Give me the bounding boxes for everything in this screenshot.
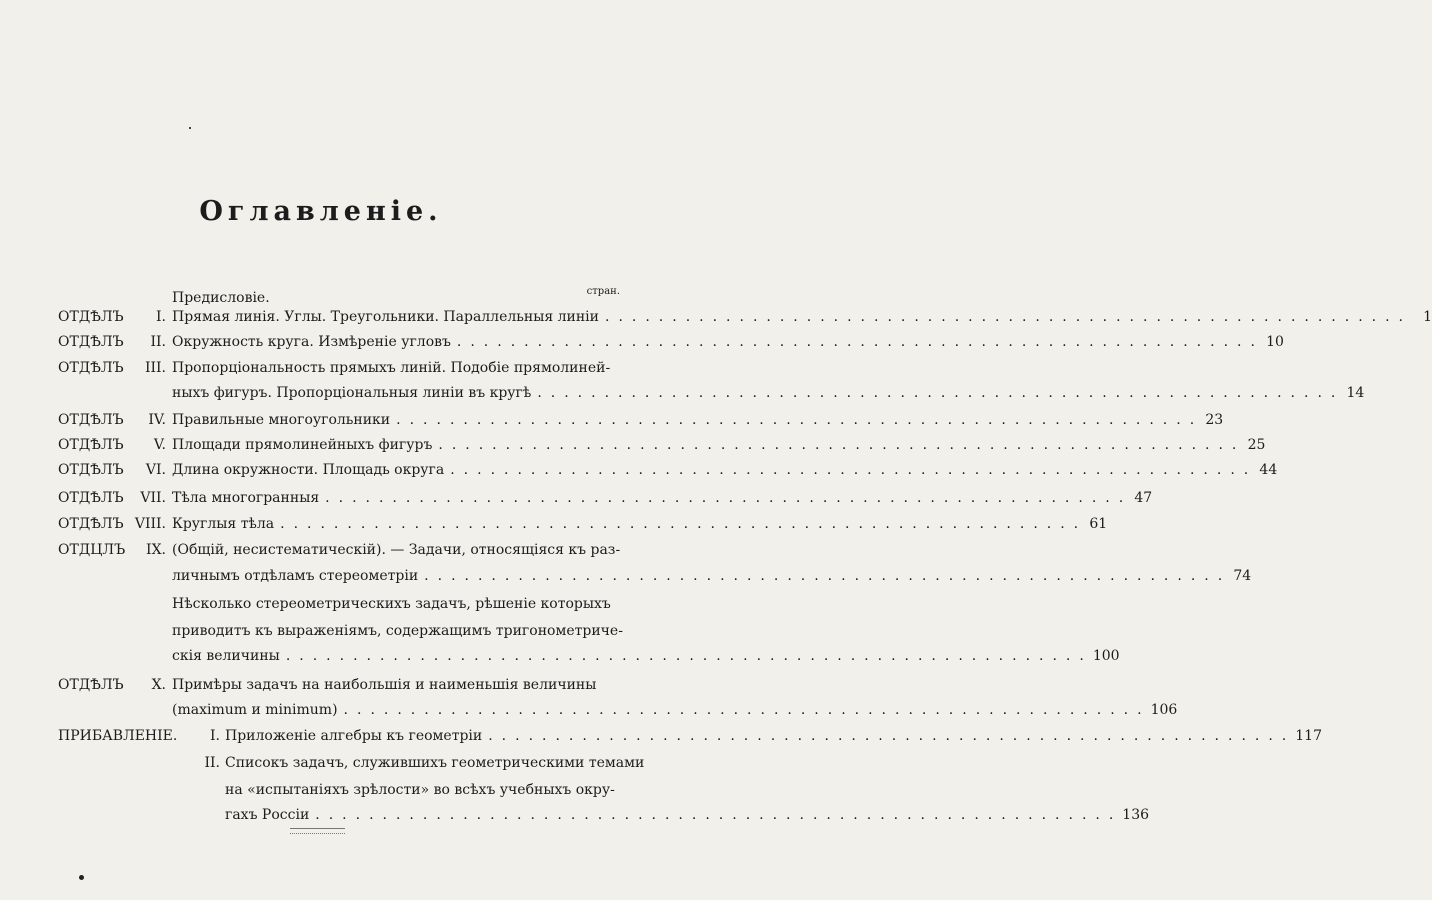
leader-dots: ............................................................	[396, 412, 1204, 428]
entry-line	[172, 490, 1153, 506]
section-label: ОТДѢЛЪ	[58, 334, 124, 350]
entry-title: Круглыя тѣла	[172, 516, 275, 532]
entry-line	[172, 702, 1178, 718]
entry-title: Тѣла многогранныя	[172, 490, 320, 506]
entry-title: Прямая линія. Углы. Треугольники. Параллельныя линіи	[172, 309, 599, 325]
section-number: V.	[153, 437, 166, 453]
entry-title: Длина окружности. Площадь округа	[172, 462, 445, 478]
entry-line	[172, 516, 1108, 532]
section-number: III.	[144, 360, 166, 376]
section-number: VII.	[140, 490, 166, 506]
page-number: 25	[1247, 437, 1266, 453]
entry-title: ныхъ фигуръ. Пропорціональныя линіи въ кругѣ	[172, 385, 532, 401]
section-label: ОТДЦЛЪ	[58, 542, 126, 558]
page-number: 10	[1266, 334, 1284, 350]
appendix-number: I.	[210, 728, 220, 744]
entry-title: Примѣры задачъ на наибольшія и наименьшія величины	[172, 677, 597, 693]
leader-dots: ............................................................	[456, 334, 1264, 350]
section-label: ОТДѢЛЪ	[58, 490, 124, 506]
page-number: 44	[1259, 462, 1278, 478]
page-number: 100	[1092, 648, 1120, 664]
leader-dots: ............................................................	[537, 385, 1345, 401]
entry-line	[172, 542, 622, 558]
entry-title: личнымъ отдѣламъ стереометріи	[172, 568, 419, 584]
entry-line	[172, 677, 622, 693]
page-title: Оглавленіе.	[199, 196, 443, 227]
entry-line	[172, 568, 1252, 584]
leader-dots: ............................................................	[450, 462, 1258, 478]
entry-line	[225, 755, 645, 771]
entry-line	[172, 385, 1365, 401]
section-label: ОТДѢЛЪ	[58, 516, 124, 532]
leader-dots: ............................................................	[438, 437, 1246, 453]
entry-line	[172, 334, 1284, 350]
entry-line	[225, 807, 1150, 823]
leader-dots: ............................................................	[285, 648, 1093, 664]
page-column-header: стран.	[586, 286, 620, 297]
page-number: 136	[1122, 807, 1150, 823]
appendix-number: II.	[204, 755, 220, 771]
page-number: 74	[1233, 568, 1252, 584]
entry-line	[172, 648, 1120, 664]
entry-line	[225, 782, 622, 798]
entry-title: скія величины	[172, 648, 280, 664]
entry-title: (Общій, несистематическій). — Задачи, относящіяся къ раз-	[172, 542, 621, 558]
section-number: I.	[156, 309, 166, 325]
entry-title: Нѣсколько стереометрическихъ задачъ, рѣшеніе которыхъ	[172, 596, 611, 612]
page-number: 117	[1295, 728, 1322, 744]
entry-title: на «испытаніяхъ зрѣлости» во всѣхъ учебныхъ окру-	[225, 782, 615, 798]
entry-line	[225, 728, 1322, 744]
page-number: 61	[1089, 516, 1108, 532]
entry-title: (maximum и minimum)	[172, 702, 338, 718]
section-number: II.	[150, 334, 166, 350]
appendix-label: ПРИБАВЛЕНІЕ.	[58, 728, 178, 744]
entry-title: Приложеніе алгебры къ геометріи	[225, 728, 483, 744]
leader-dots: ............................................................	[605, 309, 1413, 325]
entry-line	[172, 412, 1224, 428]
leader-dots: ............................................................	[488, 728, 1296, 744]
ink-speck	[79, 875, 84, 880]
section-number: X.	[151, 677, 166, 693]
ornament-divider	[290, 828, 345, 834]
entry-line	[172, 309, 1432, 325]
page-number: 23	[1205, 412, 1224, 428]
section-label: ОТДѢЛЪ	[58, 412, 124, 428]
entry-title: Площади прямолинейныхъ фигуръ	[172, 437, 433, 453]
section-number: VIII.	[134, 516, 166, 532]
leader-dots: ............................................................	[280, 516, 1088, 532]
entry-title: Пропорціональность прямыхъ линій. Подобіе прямолиней-	[172, 360, 611, 376]
entry-title: Списокъ задачъ, служившихъ геометрическими темами	[225, 755, 645, 771]
section-label: ОТДѢЛЪ	[58, 360, 124, 376]
entry-title: Окружность круга. Измѣреніе угловъ	[172, 334, 451, 350]
entry-line	[172, 623, 622, 639]
leader-dots: ............................................................	[325, 490, 1133, 506]
section-label: ОТДѢЛЪ	[58, 462, 124, 478]
leader-dots: ............................................................	[315, 807, 1123, 823]
preface-entry: Предисловіе.	[172, 290, 270, 306]
entry-title: гахъ Россіи	[225, 807, 310, 823]
entry-title: приводитъ къ выраженіямъ, содержащимъ тригонометриче-	[172, 623, 623, 639]
page-number: 106	[1150, 702, 1178, 718]
section-number: VI.	[145, 462, 166, 478]
entry-line	[172, 596, 622, 612]
entry-line	[172, 437, 1266, 453]
section-label: ОТДѢЛЪ	[58, 677, 124, 693]
entry-title: Правильные многоугольники	[172, 412, 391, 428]
section-label: ОТДѢЛЪ	[58, 437, 124, 453]
section-number: IX.	[146, 542, 166, 558]
page-number: 1	[1423, 309, 1432, 325]
leader-dots: ............................................................	[343, 702, 1151, 718]
section-label: ОТДѢЛЪ	[58, 309, 124, 325]
page-number: 14	[1346, 385, 1365, 401]
section-number: IV.	[148, 412, 166, 428]
page-number: 47	[1134, 490, 1153, 506]
ink-speck	[189, 127, 191, 129]
leader-dots: ............................................................	[424, 568, 1232, 584]
entry-line	[172, 462, 1278, 478]
entry-line	[172, 360, 622, 376]
